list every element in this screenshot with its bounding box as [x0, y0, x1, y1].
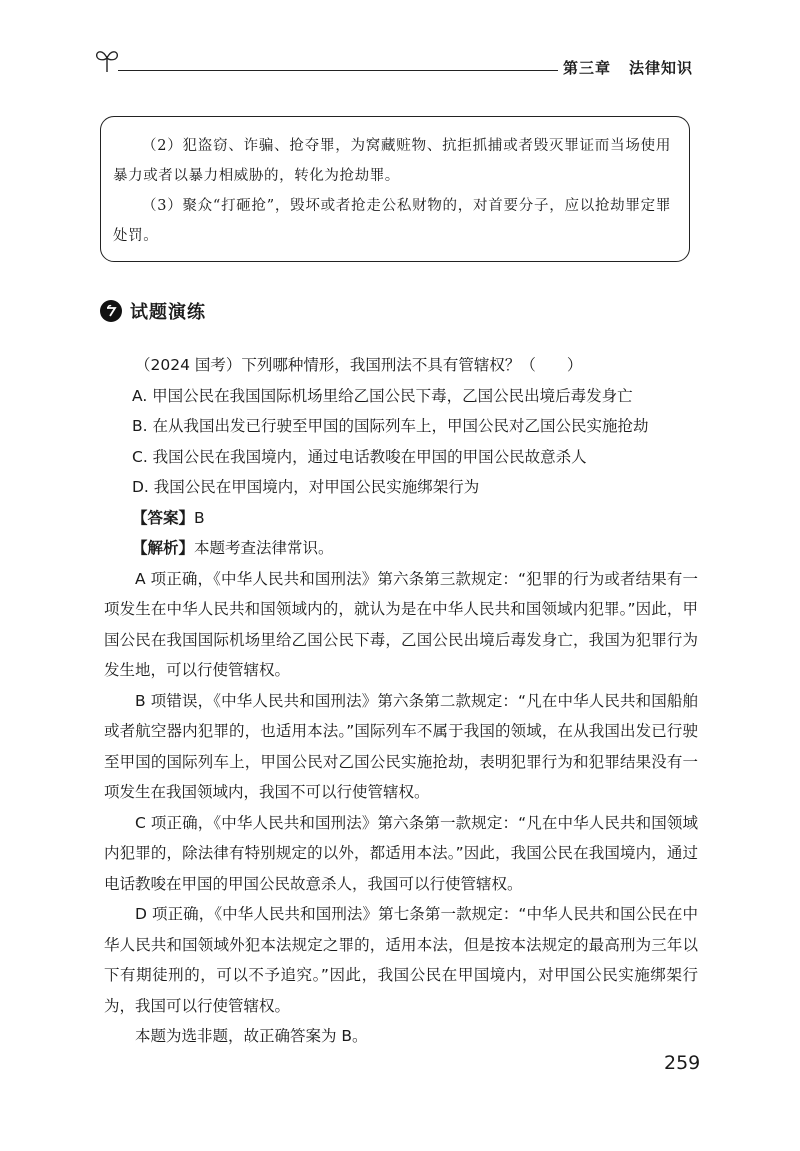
conclusion-paragraph: 本题为选非题，故正确答案为 B。 [135, 1027, 368, 1045]
chapter-label: 第三章 [563, 59, 612, 77]
note-paragraph: （3）聚众“打砸抢”，毁坏或者抢走公私财物的，对首要分子，应以抢劫罪定罪处罚。 [113, 198, 671, 244]
analysis-paragraph-c: C 项正确，《中华人民共和国刑法》第六条第一款规定：“凡在中华人民共和国领域内犯罪的，除法律有特别规定的以外，都适用本法。”因此，我国公民在我国境内，通过电话教唆在甲国的甲国公民故意杀人，我国可以行使管辖权。 [104, 813, 698, 893]
question-stem: （2024 国考）下列哪种情形，我国刑法不具有管辖权？（ ） [135, 356, 583, 374]
analysis-paragraph-b: B 项错误，《中华人民共和国刑法》第六条第二款规定：“凡在中华人民共和国船舶或者航空器内犯罪的，也适用本法。”国际列车不属于我国的领域，在从我国出发已行驶至甲国的国际列车上，甲国公民对乙国公民实施抢劫，表明犯罪行为和犯罪结果没有一项发生在我国领域内，我国不可以行使管辖权。 [104, 691, 698, 801]
analysis-line [104, 533, 698, 564]
option-b: B. 在从我国出发已行驶至甲国的国际列车上，甲国公民对乙国公民实施抢劫 [132, 417, 649, 435]
option-a: A. 甲国公民在我国国际机场里给乙国公民下毒，乙国公民出境后毒发身亡 [132, 386, 633, 405]
analysis-intro: 本题考查法律常识。 [194, 539, 334, 557]
analysis-label: 【解析】 [132, 539, 195, 557]
answer-label: 【答案】 [132, 508, 195, 527]
section-title: 试题演练 [130, 302, 206, 323]
badge-glyph [104, 304, 118, 318]
running-header [563, 57, 693, 78]
answer-line [104, 503, 698, 534]
sprout-icon [94, 46, 120, 74]
section-badge-icon [100, 300, 122, 322]
page-number: 259 [664, 1052, 701, 1074]
option-c: C. 我国公民在我国境内，通过电话教唆在甲国的甲国公民故意杀人 [132, 447, 587, 466]
chapter-title: 法律知识 [629, 59, 694, 77]
answer-value: B [194, 508, 205, 527]
section-heading [100, 298, 206, 324]
analysis-paragraph-a: A 项正确，《中华人民共和国刑法》第六条第三款规定：“犯罪的行为或者结果有一项发生在中华人民共和国领域内的，就认为是在中华人民共和国领域内犯罪。”因此，甲国公民在我国国际机场里给乙国公民下毒，乙国公民出境后毒发身亡，我国为犯罪行为发生地，可以行使管辖权。 [104, 569, 698, 679]
note-paragraph: （2）犯盗窃、诈骗、抢夺罪，为窝藏赃物、抗拒抓捕或者毁灭罪证而当场使用暴力或者以暴力相威胁的，转化为抢劫罪。 [113, 138, 671, 184]
analysis-paragraph-d: D 项正确，《中华人民共和国刑法》第七条第一款规定：“中华人民共和国公民在中华人民共和国领域外犯本法规定之罪的，适用本法，但是按本法规定的最高刑为三年以下有期徒刑的，可以不予追究。”因此，我国公民在甲国境内，对甲国公民实施绑架行为，我国可以行使管辖权。 [104, 905, 698, 1015]
header-rule [118, 70, 558, 71]
note-box [100, 116, 690, 262]
question-block [104, 350, 698, 1052]
option-d: D. 我国公民在甲国境内，对甲国公民实施绑架行为 [132, 478, 480, 496]
